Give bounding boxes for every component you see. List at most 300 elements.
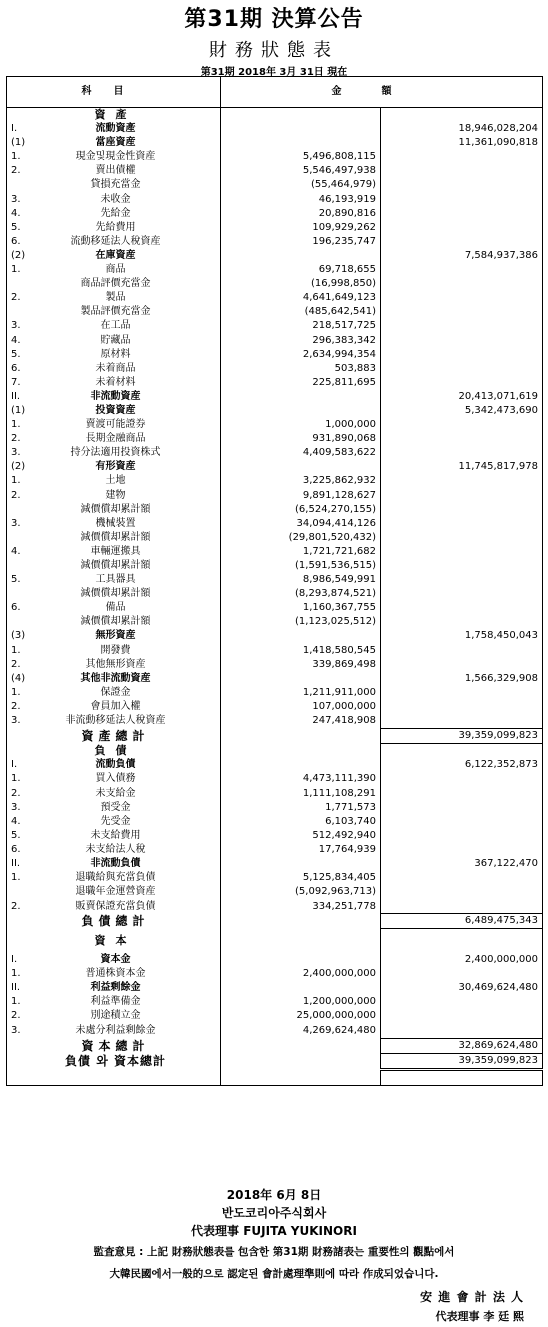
spacer-cell (221, 1069, 381, 1085)
row-subtotal (381, 744, 543, 759)
audit-opinion-line-1: 監査意見 : 上記 財務狀態表를 包含한 第31期 財務諸表는 重要性의 觀點에서 (93, 1246, 455, 1258)
row-number: 2. (11, 292, 21, 304)
row-label (7, 503, 221, 517)
row-subtotal (381, 801, 543, 815)
row-number: 3. (11, 320, 21, 332)
row-label (7, 489, 221, 503)
row-account-name: 販賣保證充當負債 (75, 900, 156, 912)
row-label (7, 1023, 221, 1038)
row-subtotal (381, 305, 543, 319)
row-amount: 17,764,939 (221, 843, 381, 857)
table-row (7, 573, 543, 587)
row-label (7, 545, 221, 559)
table-row (7, 1023, 543, 1038)
row-account-name: 貸損充當金 (90, 179, 141, 191)
row-subtotal (381, 474, 543, 488)
row-subtotal (381, 277, 543, 291)
row-amount: 5,496,808,115 (221, 150, 381, 164)
row-account-name: 投資資産 (95, 404, 136, 416)
row-amount: 334,251,778 (221, 899, 381, 914)
row-subtotal (381, 517, 543, 531)
row-number: 3. (11, 1024, 21, 1036)
row-account-name: 車輛運搬具 (90, 545, 141, 557)
row-subtotal (381, 235, 543, 249)
row-number: II. (11, 390, 21, 402)
row-amount: 2,634,994,354 (221, 348, 381, 362)
row-label (7, 573, 221, 587)
row-number (11, 885, 33, 899)
row-label (7, 885, 221, 899)
row-subtotal (381, 573, 543, 587)
table-row (7, 404, 543, 418)
row-label (7, 1009, 221, 1023)
row-label (7, 390, 221, 404)
row-amount: 1,000,000 (221, 418, 381, 432)
audit-opinion-line-2: 大韓民國에서一般的으로 認定된 會計處理準則에 따라 作成되었습니다. (109, 1268, 439, 1280)
row-label (7, 221, 221, 235)
row-amount (221, 929, 381, 953)
row-account-name: 備品 (105, 602, 126, 614)
row-account-name: 現金및現金性資産 (75, 151, 156, 163)
row-account-name: 保證金 (100, 686, 131, 698)
table-row (7, 390, 543, 404)
row-subtotal (381, 1023, 543, 1038)
row-subtotal: 7,584,937,386 (464, 249, 538, 261)
row-label (7, 235, 221, 249)
row-label (7, 981, 221, 995)
table-row (7, 432, 543, 446)
table-row (7, 857, 543, 871)
row-amount: 1,160,367,755 (221, 601, 381, 615)
row-label (7, 700, 221, 714)
row-number: 1. (11, 872, 21, 884)
table-row (7, 334, 543, 348)
row-number (11, 531, 33, 545)
row-account-name: 非流動負債 (90, 857, 141, 869)
row-amount: 503,883 (221, 362, 381, 376)
row-number: II. (11, 982, 21, 994)
row-account-name: 非流動資産 (90, 390, 141, 402)
row-amount: 4,269,624,480 (221, 1023, 381, 1038)
row-subtotal (381, 291, 543, 305)
row-label (7, 914, 221, 929)
row-label (7, 418, 221, 432)
row-amount: 109,929,262 (221, 221, 381, 235)
table-row (7, 644, 543, 658)
row-account-name: 土地 (105, 475, 126, 487)
row-amount (221, 122, 381, 136)
row-amount (221, 729, 381, 744)
row-label (7, 404, 221, 418)
row-subtotal (381, 1009, 543, 1023)
row-amount: (8,293,874,521) (221, 587, 381, 601)
row-account-name: 退職給與充當負債 (75, 872, 156, 884)
row-number (11, 1039, 33, 1053)
table-row (7, 207, 543, 221)
row-subtotal: 20,413,071,619 (458, 390, 538, 402)
row-number: 6. (11, 602, 21, 614)
row-account-name: 有形資産 (95, 461, 136, 473)
row-label (7, 729, 221, 744)
table-row (7, 714, 543, 729)
table-row (7, 729, 543, 744)
table-row (7, 672, 543, 686)
row-label (7, 801, 221, 815)
row-subtotal (381, 995, 543, 1009)
row-label (7, 658, 221, 672)
row-account-name: 買入債務 (95, 773, 136, 785)
row-label (7, 319, 221, 333)
row-amount: 107,000,000 (221, 700, 381, 714)
row-account-name: 減價償却累計額 (80, 616, 151, 628)
row-label (7, 772, 221, 786)
row-account-name: 預受金 (100, 801, 131, 813)
row-subtotal (381, 787, 543, 801)
row-label (7, 967, 221, 981)
table-row (7, 474, 543, 488)
table-row (7, 829, 543, 843)
row-label (7, 474, 221, 488)
row-number: 1. (11, 475, 21, 487)
row-subtotal: 39,359,099,823 (381, 1053, 543, 1069)
row-amount: 5,546,497,938 (221, 164, 381, 178)
row-number (11, 744, 33, 758)
row-amount: (1,591,536,515) (221, 559, 381, 573)
row-subtotal (381, 885, 543, 899)
row-number: 4. (11, 545, 21, 557)
table-row (7, 418, 543, 432)
row-amount (221, 758, 381, 772)
row-subtotal (381, 644, 543, 658)
row-amount: 1,721,721,682 (221, 545, 381, 559)
spacer-cell (381, 1069, 543, 1085)
row-label (7, 446, 221, 460)
company-name: 반도코리아주식회사 (221, 1206, 327, 1220)
row-amount: 46,193,919 (221, 193, 381, 207)
row-subtotal (381, 587, 543, 601)
row-account-name: 資本 (94, 933, 137, 947)
row-subtotal: 6,489,475,343 (381, 914, 543, 929)
row-subtotal (381, 418, 543, 432)
table-row (7, 503, 543, 517)
row-number: 3. (11, 801, 21, 813)
table-row (7, 1038, 543, 1053)
row-label (7, 644, 221, 658)
table-row (7, 277, 543, 291)
row-label (7, 871, 221, 885)
row-subtotal (381, 178, 543, 192)
row-number: 2. (11, 700, 21, 712)
row-number: 2. (11, 658, 21, 670)
row-amount (221, 1038, 381, 1053)
table-row (7, 460, 543, 474)
row-number: 2. (11, 900, 21, 912)
row-number: 5. (11, 348, 21, 360)
row-account-name: 原材料 (100, 348, 131, 360)
row-number (11, 934, 33, 948)
row-account-name: 會員加入權 (90, 700, 141, 712)
row-subtotal (381, 967, 543, 981)
row-subtotal (381, 193, 543, 207)
row-subtotal (381, 376, 543, 390)
table-row (7, 744, 543, 759)
table-row (7, 1009, 543, 1023)
row-amount: 2,400,000,000 (221, 967, 381, 981)
column-header-item: 科目 (7, 77, 221, 108)
table-row (7, 615, 543, 629)
table-row (7, 249, 543, 263)
row-label (7, 995, 221, 1009)
table-row (7, 601, 543, 615)
row-number: 1. (11, 644, 21, 656)
row-subtotal (381, 658, 543, 672)
row-account-name: 未處分利益剩餘金 (75, 1024, 156, 1036)
row-label (7, 829, 221, 843)
row-number (11, 1054, 33, 1068)
row-amount: 512,492,940 (221, 829, 381, 843)
row-account-name: 未收金 (100, 193, 131, 205)
row-label (7, 277, 221, 291)
row-label (7, 207, 221, 221)
row-number: 2. (11, 1010, 21, 1022)
row-label (7, 1053, 221, 1069)
statement-subtitle: 財務狀態表 (209, 40, 339, 61)
row-number (11, 503, 33, 517)
row-account-name: 減價償却累計額 (80, 503, 151, 515)
row-account-name: 持分法適用投資株式 (70, 447, 161, 459)
row-label (7, 432, 221, 446)
table-row (7, 376, 543, 390)
table-row (7, 885, 543, 899)
row-amount (221, 136, 381, 150)
row-label (7, 857, 221, 871)
table-row (7, 446, 543, 460)
row-number: 4. (11, 815, 21, 827)
row-number: 3. (11, 447, 21, 459)
row-number: 1. (11, 686, 21, 698)
row-number: II. (11, 857, 21, 869)
row-subtotal: 6,122,352,873 (464, 759, 538, 771)
row-subtotal (381, 489, 543, 503)
row-account-name: 建物 (105, 489, 126, 501)
row-number: 3. (11, 193, 21, 205)
table-row (7, 929, 543, 953)
row-account-name: 先給費用 (95, 221, 136, 233)
row-subtotal: 18,946,028,204 (458, 123, 538, 135)
row-label (7, 136, 221, 150)
table-row (7, 489, 543, 503)
table-row (7, 843, 543, 857)
row-amount: 1,111,108,291 (221, 787, 381, 801)
announcement-date: 2018年 6月 8日 (226, 1188, 322, 1202)
row-number: I. (11, 759, 18, 771)
row-number: 6. (11, 843, 21, 855)
row-label (7, 587, 221, 601)
table-row (7, 122, 543, 136)
row-label (7, 376, 221, 390)
row-subtotal: 1,566,329,908 (464, 672, 538, 684)
table-row (7, 221, 543, 235)
row-number: 2. (11, 165, 21, 177)
row-account-name: 未支給金 (95, 787, 136, 799)
row-number: (3) (11, 630, 26, 642)
row-amount: 196,235,747 (221, 235, 381, 249)
row-subtotal (381, 615, 543, 629)
row-amount: 3,225,862,932 (221, 474, 381, 488)
row-amount: 9,891,128,627 (221, 489, 381, 503)
row-subtotal (381, 686, 543, 700)
row-amount (221, 914, 381, 929)
table-spacer-row (7, 1069, 543, 1085)
row-account-name: 先給金 (100, 207, 131, 219)
row-amount (221, 857, 381, 871)
row-account-name: 退職年金運營資産 (75, 886, 156, 898)
row-subtotal: 1,758,450,043 (464, 630, 538, 642)
row-account-name: 利益準備金 (90, 996, 141, 1008)
row-number (11, 559, 33, 573)
row-label (7, 686, 221, 700)
row-label (7, 249, 221, 263)
row-label (7, 531, 221, 545)
row-amount: 339,869,498 (221, 658, 381, 672)
row-subtotal: 11,745,817,978 (458, 461, 538, 473)
row-amount: (6,524,270,155) (221, 503, 381, 517)
row-label (7, 815, 221, 829)
row-amount: 225,811,695 (221, 376, 381, 390)
row-label (7, 263, 221, 277)
table-row (7, 967, 543, 981)
row-amount: 4,641,649,123 (221, 291, 381, 305)
row-amount (221, 249, 381, 263)
table-row (7, 953, 543, 967)
row-account-name: 製品評價充當金 (80, 306, 151, 318)
row-label (7, 150, 221, 164)
row-amount: 218,517,725 (221, 319, 381, 333)
row-account-name: 其他非流動資産 (80, 672, 151, 684)
row-amount (221, 460, 381, 474)
row-label (7, 629, 221, 643)
row-label (7, 348, 221, 362)
row-amount (221, 672, 381, 686)
row-account-name: 資產總計 (81, 729, 150, 744)
row-subtotal: 30,469,624,480 (458, 982, 538, 994)
row-number: 5. (11, 829, 21, 841)
row-account-name: 減價償却累計額 (80, 588, 151, 600)
row-account-name: 在工品 (100, 320, 131, 332)
row-subtotal (381, 772, 543, 786)
page-title: 第31期 決算公告 (184, 7, 364, 32)
row-amount: 69,718,655 (221, 263, 381, 277)
table-row (7, 319, 543, 333)
table-row (7, 348, 543, 362)
row-subtotal: 39,359,099,823 (381, 729, 543, 744)
row-subtotal (381, 899, 543, 914)
row-amount (221, 390, 381, 404)
column-header-amount: 金額 (221, 77, 543, 108)
row-number: 3. (11, 715, 21, 727)
row-subtotal (381, 263, 543, 277)
row-subtotal (381, 362, 543, 376)
row-account-name: 資產 (94, 108, 137, 121)
financial-position-table (6, 76, 543, 1086)
row-subtotal (381, 221, 543, 235)
row-account-name: 減價償却累計額 (80, 560, 151, 571)
row-amount: (5,092,963,713) (221, 885, 381, 899)
row-label (7, 559, 221, 573)
auditor-name: 安 進 會 計 法 人 (420, 1290, 524, 1304)
row-label (7, 193, 221, 207)
row-amount: 34,094,414,126 (221, 517, 381, 531)
row-label (7, 714, 221, 729)
row-amount: (29,801,520,432) (221, 531, 381, 545)
row-subtotal (381, 815, 543, 829)
row-account-name: 資本金 (100, 953, 131, 965)
row-number: (2) (11, 461, 26, 473)
row-label (7, 615, 221, 629)
representative-name: 代表理事 FUJITA YUKINORI (191, 1224, 357, 1238)
row-number: I. (11, 953, 18, 965)
row-account-name: 商品評價充當金 (80, 278, 151, 290)
row-label (7, 362, 221, 376)
row-subtotal (381, 871, 543, 885)
row-account-name: 流動移延法人稅資産 (70, 235, 161, 247)
row-number (11, 587, 33, 601)
table-row (7, 815, 543, 829)
row-subtotal (381, 334, 543, 348)
row-number: 3. (11, 517, 21, 529)
row-subtotal (381, 829, 543, 843)
row-amount: 1,200,000,000 (221, 995, 381, 1009)
row-amount: (1,123,025,512) (221, 615, 381, 629)
row-subtotal (381, 108, 543, 123)
row-number: 7. (11, 376, 21, 388)
row-amount: (55,464,979) (221, 178, 381, 192)
row-number (11, 108, 33, 122)
row-amount (221, 404, 381, 418)
row-account-name: 未支給法人稅 (85, 843, 146, 855)
row-account-name: 貯藏品 (100, 334, 131, 346)
row-account-name: 資本總計 (81, 1038, 150, 1053)
row-amount: (485,642,541) (221, 305, 381, 319)
row-amount: 1,771,573 (221, 801, 381, 815)
row-subtotal (381, 164, 543, 178)
row-amount: 4,473,111,390 (221, 772, 381, 786)
row-label (7, 178, 221, 192)
row-account-name: 無形資産 (95, 630, 136, 642)
row-label (7, 843, 221, 857)
row-label (7, 672, 221, 686)
row-account-name: 負債 (94, 743, 137, 757)
row-number (11, 305, 33, 319)
row-number: 1. (11, 264, 21, 276)
table-row (7, 517, 543, 531)
row-account-name: 負債 와 資本總計 (65, 1054, 166, 1069)
row-account-name: 減價償却累計額 (80, 531, 151, 543)
row-label (7, 517, 221, 531)
row-account-name: 別途積立金 (90, 1010, 141, 1022)
row-label (7, 953, 221, 967)
row-account-name: 未支給費用 (90, 829, 141, 841)
row-subtotal (381, 319, 543, 333)
table-row (7, 545, 543, 559)
row-label (7, 787, 221, 801)
row-account-name: 利益剩餘金 (90, 982, 141, 994)
row-number: 1. (11, 996, 21, 1008)
table-row (7, 995, 543, 1009)
row-number (11, 729, 33, 743)
row-account-name: 先受金 (100, 815, 131, 827)
row-subtotal (381, 503, 543, 517)
